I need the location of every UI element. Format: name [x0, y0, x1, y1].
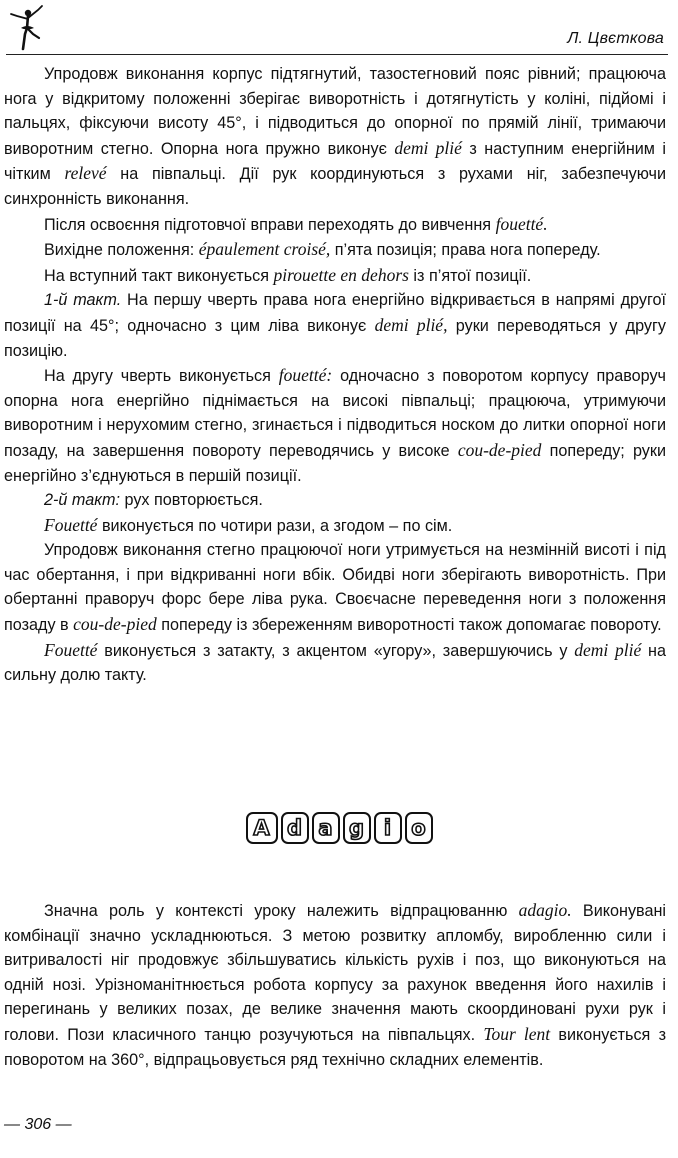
text-run: виконується по чотири рази, а згодом – по сім.	[97, 516, 453, 535]
bar-label: 2-й такт:	[44, 491, 121, 510]
paragraph	[4, 263, 666, 289]
term: demi plié	[394, 137, 462, 158]
heading-letter: i	[374, 812, 402, 844]
paragraph	[4, 288, 666, 363]
term: fouetté:	[278, 365, 333, 386]
paragraph	[4, 237, 666, 263]
ballerina-icon	[8, 4, 44, 52]
heading-letter: g	[343, 812, 371, 844]
heading-letter: a	[312, 812, 340, 844]
paragraph	[4, 488, 666, 513]
term: pirouette en dehors	[273, 264, 409, 285]
adagio-text	[4, 898, 666, 1072]
text-run: з наступним енергійним і чітким	[4, 139, 666, 184]
text-run: Виконувані комбінації значно ускладнюються. З метою розвитку апломбу, виробленню сили і витривалості ніг продовжує збільшуватись кількість рухів і поз, що виконуються на одній нозі. Урізноманітнюється робота корпусу за рахунок введення його нахилів і перегинань у великих позах, де велике значення мають скоординовані рухи рук і голови. Пози класичного танцю розучуються на півпальцях.	[4, 902, 667, 1044]
text-run: Після освоєння підготовчої вправи переходять до вивчення	[44, 215, 496, 234]
text-run: на півпальці. Дії рук координуються з рухами ніг, забезпечуючи синхронність виконання.	[4, 165, 666, 208]
text-run: із п’ятої позиції.	[408, 266, 532, 285]
paragraph	[4, 638, 666, 688]
term: cou-de-pied	[73, 614, 157, 635]
text-run: руки переводяться у другу позицію.	[4, 316, 666, 360]
section-heading-adagio	[0, 812, 678, 860]
paragraph	[4, 62, 666, 212]
text-run: попереду; руки енергійно з’єднуються в першій позиції.	[4, 441, 666, 485]
text-run: Значна роль у контексті уроку належить відпрацюванню	[44, 902, 519, 920]
heading-letter: A	[246, 812, 278, 844]
text-run: На другу чверть виконується	[44, 367, 279, 386]
heading-letter: d	[281, 812, 309, 844]
heading-letter: o	[405, 812, 433, 844]
text-run: попереду із збереженням виворотності також допомагає повороту.	[156, 616, 662, 635]
term: épaulement croisé,	[198, 239, 331, 260]
paragraph	[4, 898, 666, 1072]
text-run: п’ята позиція; права нога попереду.	[330, 241, 601, 260]
text-run: Упродовж виконання корпус підтягнутий, тазостегновий пояс рівний; працююча нога у відкритому положенні зберігає виворотність і дотягнутість у коліні, підйомі і пальцях, фіксуючи висоту 45°, і підводиться до опорної по прямій лінії, тримаючи виворотним стегно. Опорна нога пружно виконує	[4, 65, 666, 158]
text-run: виконується з затакту, з акцентом «угору», завершуючись у	[97, 641, 575, 660]
text-run: виконується з поворотом на 360°, відпрацьовується ряд технічно складних елементів.	[4, 1025, 666, 1069]
term: demi plié,	[374, 314, 448, 335]
paragraph	[4, 538, 666, 637]
term: Fouetté	[44, 639, 98, 660]
text-run: На першу чверть права нога енергійно відкривається в напрямі другої позиції на 45°; одночасно з цим ліва виконує	[4, 291, 666, 335]
text-run: одночасно з поворотом корпусу праворуч опорна нога енергійно піднімається на високі півпальці; працююча, утримуючи виворотним і нерухомим стегно, згинається і підводиться носком до литки опорної ноги позаду, на завершення повороту переводячись у високе	[4, 367, 666, 460]
paragraph	[4, 363, 666, 488]
term: Tour lent	[483, 1023, 551, 1044]
text-run: На вступний такт виконується	[44, 266, 274, 285]
text-run: Упродовж виконання стегно працюючої ноги утримується на незмінній висоті і під час обертання, і при відкриванні ноги вбік. Обидві ноги зберігають виворотність. При обертанні праворуч форс бере ліва рука. Своєчасне переведення ноги з положення позаду в	[4, 541, 666, 635]
page-header	[0, 0, 678, 62]
text-run: на сильну долю такту.	[4, 641, 666, 685]
paragraph	[4, 513, 666, 539]
term: fouetté.	[495, 213, 548, 234]
term: cou-de-pied	[457, 439, 542, 460]
header-rule	[6, 54, 668, 55]
running-head-author: Л. Цвєткова	[567, 30, 664, 47]
bar-label: 1-й такт.	[44, 291, 122, 310]
term: Fouetté	[44, 514, 98, 535]
main-text	[4, 62, 666, 688]
term: adagio.	[518, 900, 572, 920]
term: demi plié	[574, 639, 642, 660]
text-run: Вихідне положення:	[44, 241, 199, 260]
page-number: — 306 —	[4, 1116, 72, 1133]
text-run: рух повторюється.	[120, 491, 263, 510]
term: relevé	[64, 163, 107, 184]
paragraph	[4, 212, 666, 238]
